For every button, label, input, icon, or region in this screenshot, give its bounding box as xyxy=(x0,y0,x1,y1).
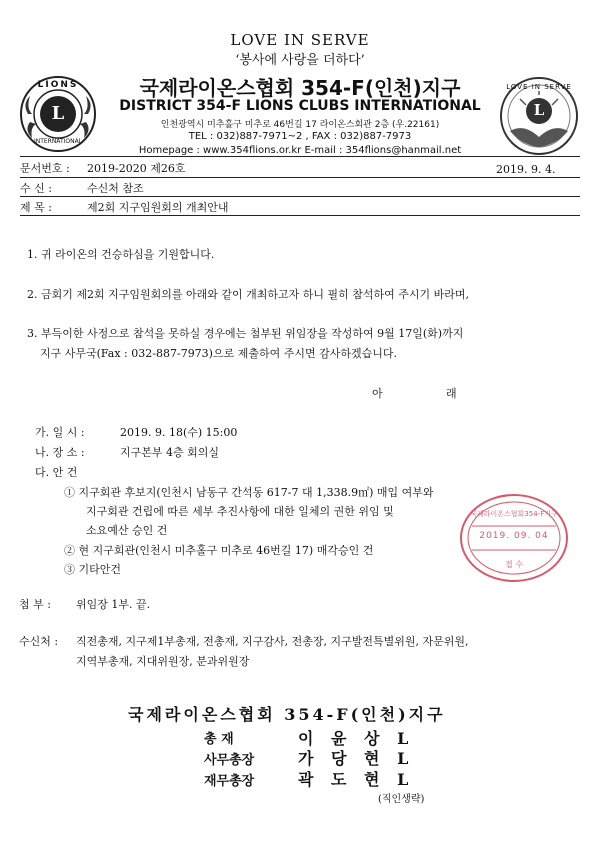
doc-number-label: 문서번호 : xyxy=(20,162,70,175)
org-web-email: Homepage : www.354flions.or.kr E-mail : 354flions@hanmail.net xyxy=(138,145,462,156)
stamp-date: 2019. 09. 04 xyxy=(479,531,549,541)
secretary-title: 사무총장 xyxy=(204,753,255,768)
governor-title: 총 재 xyxy=(204,732,234,747)
doc-number-value: 2019-2020 제26호 xyxy=(87,162,186,175)
lions-logo-left xyxy=(18,74,98,154)
subject-value: 제2회 지구임원회의 개최안내 xyxy=(87,201,229,214)
org-address: 인천광역시 미추홀구 미추로 46번길 17 라이온스회관 2층 (우.22161) xyxy=(160,120,440,130)
org-title-korean: 국제라이온스협회 354-F(인천)지구 xyxy=(139,76,461,100)
meta-divider-2 xyxy=(20,196,580,197)
org-title-english: DISTRICT 354-F LIONS CLUBS INTERNATIONAL xyxy=(119,98,481,114)
notice-heading-b: 래 xyxy=(446,387,457,400)
agenda-item-2: ② 현 지구회관(인천시 미추홀구 미추로 46번길 17) 매각승인 건 xyxy=(64,544,374,557)
header-divider-top xyxy=(20,156,580,157)
paragraph-3-line-1: 3. 부득이한 사정으로 참석을 못하실 경우에는 첨부된 위임장을 작성하여 9월 17일(화)까지 xyxy=(27,327,464,340)
meeting-place-label: 나. 장 소 : xyxy=(35,446,85,459)
treasurer-name: 곽 도 현 L xyxy=(298,770,415,789)
recipient-label: 수 신 : xyxy=(20,182,52,195)
paragraph-2: 2. 금회기 제2회 지구임원회의를 아래와 같이 개최하고자 하니 필히 참석하여 주시기 바라며, xyxy=(27,288,469,301)
attachment-label: 첨 부 : xyxy=(19,598,51,611)
distribution-label: 수신처 : xyxy=(19,635,59,648)
motto-korean: ‘봉사에 사랑을 더하다’ xyxy=(235,53,365,68)
paragraph-1: 1. 귀 라이온의 건승하심을 기원합니다. xyxy=(27,248,215,261)
logo-right-text: LOVE IN SERVE xyxy=(506,83,572,91)
seal-omitted-note: (직인생략) xyxy=(378,794,425,805)
logo-left-sub: INTERNATIONAL xyxy=(33,138,83,145)
meeting-date-value: 2019. 9. 18(수) 15:00 xyxy=(120,426,238,439)
meeting-place-value: 지구본부 4층 회의실 xyxy=(120,446,219,459)
paragraph-3-line-2: 지구 사무국(Fax : 032-887-7973)으로 제출하여 주시면 감사하겠습니다. xyxy=(40,347,397,360)
logo-right-letter: L xyxy=(533,101,545,119)
logo-left-text: LIONS xyxy=(37,80,79,90)
attachment-value: 위임장 1부. 끝. xyxy=(76,598,151,611)
agenda-label: 다. 안 건 xyxy=(35,466,78,479)
notice-heading-a: 아 xyxy=(372,387,383,400)
love-in-serve-logo-right xyxy=(496,75,582,157)
meta-divider-1 xyxy=(20,177,580,178)
receipt-stamp xyxy=(458,492,570,584)
agenda-item-1-line-3: 소요예산 승인 건 xyxy=(86,524,168,537)
svg-text:접 수: 접 수 xyxy=(505,560,523,569)
distribution-line-1: 직전총재, 지구제1부총재, 전총재, 지구감사, 전총장, 지구발전특별위원, 자문위원, xyxy=(76,635,469,648)
meta-divider-3 xyxy=(20,215,580,216)
agenda-item-1-line-1: ① 지구회관 후보지(인천시 남동구 간석동 617-7 대 1,338.9㎡) 매입 여부와 xyxy=(64,486,434,499)
logo-left-letter: L xyxy=(51,103,65,124)
recipient-value: 수신처 참조 xyxy=(87,182,144,195)
meeting-date-label: 가. 일 시 : xyxy=(35,426,85,439)
secretary-name: 가 당 현 L xyxy=(298,749,415,768)
org-phone-fax: TEL : 032)887-7971~2 , FAX : 032)887-7973 xyxy=(188,131,412,142)
signature-org: 국제라이온스협회 354-F(인천)지구 xyxy=(128,705,446,724)
motto-english: LOVE IN SERVE xyxy=(230,31,370,49)
distribution-line-2: 지역부총재, 지대위원장, 분과위원장 xyxy=(76,655,250,668)
treasurer-title: 재무총장 xyxy=(204,774,255,789)
svg-text:국제라이온스협회354-F지구: 국제라이온스협회354-F지구 xyxy=(470,510,558,518)
agenda-item-1-line-2: 지구회관 건립에 따른 세부 추진사항에 대한 일체의 권한 위임 및 xyxy=(86,505,394,518)
doc-date: 2019. 9. 4. xyxy=(496,163,556,176)
agenda-item-3: ③ 기타안건 xyxy=(64,563,122,576)
governor-name: 이 윤 상 L xyxy=(298,729,415,748)
subject-label: 제 목 : xyxy=(20,201,52,214)
